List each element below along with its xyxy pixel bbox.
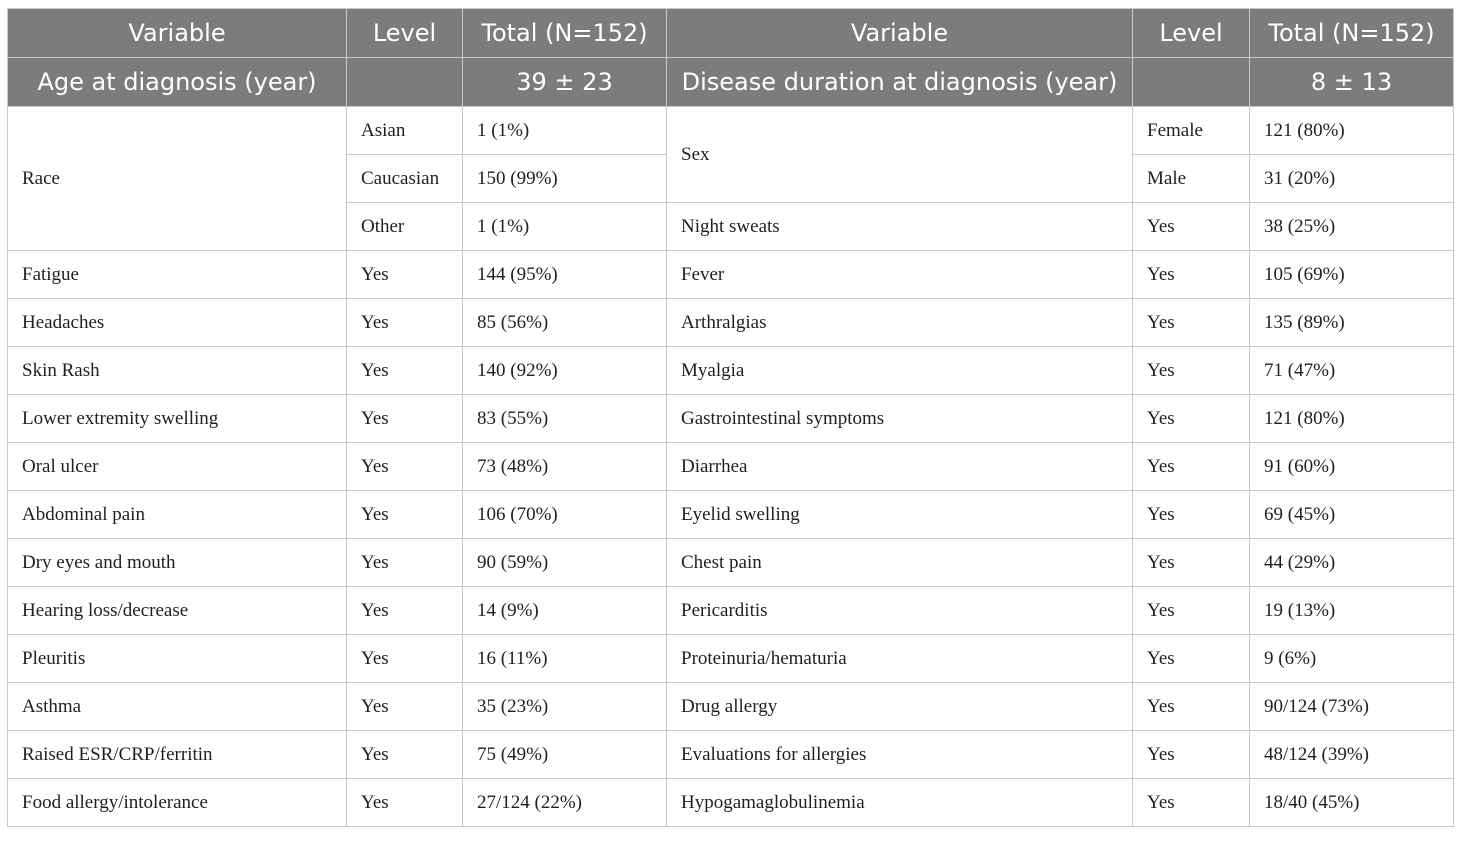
table-header (8, 9, 1454, 107)
right-total-cell: 90/124 (73%) (1250, 683, 1454, 731)
left-total-cell: 83 (55%) (463, 395, 667, 443)
left-variable-cell: Headaches (8, 299, 347, 347)
sex-variable: Sex (667, 107, 1133, 203)
table-row (8, 443, 1454, 491)
right-total-cell: 44 (29%) (1250, 539, 1454, 587)
left-level-cell: Yes (347, 683, 463, 731)
sex-total: 31 (20%) (1250, 155, 1454, 203)
right-variable-cell: Diarrhea (667, 443, 1133, 491)
left-variable-cell: Skin Rash (8, 347, 347, 395)
right-level-cell: Yes (1133, 491, 1250, 539)
right-level-cell: Yes (1133, 395, 1250, 443)
left-variable-cell: Lower extremity swelling (8, 395, 347, 443)
table-row (8, 251, 1454, 299)
summary-header-row (8, 58, 1454, 107)
left-total-cell: 16 (11%) (463, 635, 667, 683)
table-row (8, 395, 1454, 443)
left-total-cell: 140 (92%) (463, 347, 667, 395)
left-variable-cell: Asthma (8, 683, 347, 731)
left-level-cell: Yes (347, 779, 463, 827)
left-total-cell: 106 (70%) (463, 491, 667, 539)
right-variable-cell: Myalgia (667, 347, 1133, 395)
right-level-cell: Yes (1133, 635, 1250, 683)
right-level-cell: Yes (1133, 731, 1250, 779)
race-total: 150 (99%) (463, 155, 667, 203)
race-variable: Race (8, 107, 347, 251)
sex-total: 121 (80%) (1250, 107, 1454, 155)
right-level-cell: Yes (1133, 779, 1250, 827)
right-total-cell: 121 (80%) (1250, 395, 1454, 443)
night-sweats-variable: Night sweats (667, 203, 1133, 251)
right-level-cell: Yes (1133, 587, 1250, 635)
left-total-cell: 85 (56%) (463, 299, 667, 347)
header-level-right: Level (1133, 9, 1250, 58)
header-variable-right: Variable (667, 9, 1133, 58)
sex-level: Male (1133, 155, 1250, 203)
race-level: Caucasian (347, 155, 463, 203)
race-level: Other (347, 203, 463, 251)
left-level-cell: Yes (347, 587, 463, 635)
night-sweats-total: 38 (25%) (1250, 203, 1454, 251)
right-level-cell: Yes (1133, 683, 1250, 731)
right-variable-cell: Pericarditis (667, 587, 1133, 635)
header-row (8, 9, 1454, 58)
table-row (8, 587, 1454, 635)
race-total: 1 (1%) (463, 203, 667, 251)
right-level-cell: Yes (1133, 251, 1250, 299)
right-level-cell: Yes (1133, 443, 1250, 491)
left-level-cell: Yes (347, 251, 463, 299)
disease-duration-label: Disease duration at diagnosis (year) (667, 58, 1133, 107)
table-row (8, 683, 1454, 731)
age-at-diagnosis-level (347, 58, 463, 107)
night-sweats-level: Yes (1133, 203, 1250, 251)
left-total-cell: 90 (59%) (463, 539, 667, 587)
left-total-cell: 35 (23%) (463, 683, 667, 731)
right-variable-cell: Chest pain (667, 539, 1133, 587)
table-row (8, 635, 1454, 683)
right-variable-cell: Proteinuria/hematuria (667, 635, 1133, 683)
right-variable-cell: Drug allergy (667, 683, 1133, 731)
right-total-cell: 91 (60%) (1250, 443, 1454, 491)
table-row (8, 299, 1454, 347)
left-level-cell: Yes (347, 539, 463, 587)
race-total: 1 (1%) (463, 107, 667, 155)
right-variable-cell: Evaluations for allergies (667, 731, 1133, 779)
header-total-right: Total (N=152) (1250, 9, 1454, 58)
disease-duration-value: 8 ± 13 (1250, 58, 1454, 107)
left-total-cell: 73 (48%) (463, 443, 667, 491)
table-row (8, 731, 1454, 779)
left-total-cell: 14 (9%) (463, 587, 667, 635)
right-variable-cell: Eyelid swelling (667, 491, 1133, 539)
left-variable-cell: Dry eyes and mouth (8, 539, 347, 587)
right-total-cell: 105 (69%) (1250, 251, 1454, 299)
header-total-left: Total (N=152) (463, 9, 667, 58)
table-row (8, 539, 1454, 587)
disease-duration-level (1133, 58, 1250, 107)
right-variable-cell: Arthralgias (667, 299, 1133, 347)
left-level-cell: Yes (347, 395, 463, 443)
right-variable-cell: Gastrointestinal symptoms (667, 395, 1133, 443)
left-variable-cell: Abdominal pain (8, 491, 347, 539)
left-variable-cell: Oral ulcer (8, 443, 347, 491)
right-level-cell: Yes (1133, 539, 1250, 587)
header-level-left: Level (347, 9, 463, 58)
left-level-cell: Yes (347, 491, 463, 539)
left-variable-cell: Raised ESR/CRP/ferritin (8, 731, 347, 779)
table-row (8, 491, 1454, 539)
left-total-cell: 27/124 (22%) (463, 779, 667, 827)
left-level-cell: Yes (347, 299, 463, 347)
left-variable-cell: Fatigue (8, 251, 347, 299)
age-at-diagnosis-value: 39 ± 23 (463, 58, 667, 107)
clinical-characteristics-table (7, 8, 1454, 827)
right-level-cell: Yes (1133, 347, 1250, 395)
race-level: Asian (347, 107, 463, 155)
right-variable-cell: Fever (667, 251, 1133, 299)
header-variable-left: Variable (8, 9, 347, 58)
age-at-diagnosis-label: Age at diagnosis (year) (8, 58, 347, 107)
right-total-cell: 71 (47%) (1250, 347, 1454, 395)
left-variable-cell: Food allergy/intolerance (8, 779, 347, 827)
right-level-cell: Yes (1133, 299, 1250, 347)
table-row (8, 347, 1454, 395)
right-total-cell: 9 (6%) (1250, 635, 1454, 683)
right-total-cell: 48/124 (39%) (1250, 731, 1454, 779)
right-total-cell: 18/40 (45%) (1250, 779, 1454, 827)
left-total-cell: 75 (49%) (463, 731, 667, 779)
right-total-cell: 69 (45%) (1250, 491, 1454, 539)
right-total-cell: 19 (13%) (1250, 587, 1454, 635)
left-level-cell: Yes (347, 635, 463, 683)
left-level-cell: Yes (347, 731, 463, 779)
left-total-cell: 144 (95%) (463, 251, 667, 299)
sex-level: Female (1133, 107, 1250, 155)
table-row (8, 779, 1454, 827)
table-body (8, 107, 1454, 827)
left-level-cell: Yes (347, 443, 463, 491)
right-total-cell: 135 (89%) (1250, 299, 1454, 347)
left-variable-cell: Hearing loss/decrease (8, 587, 347, 635)
left-level-cell: Yes (347, 347, 463, 395)
left-variable-cell: Pleuritis (8, 635, 347, 683)
right-variable-cell: Hypogamaglobulinemia (667, 779, 1133, 827)
table-row (8, 107, 1454, 155)
